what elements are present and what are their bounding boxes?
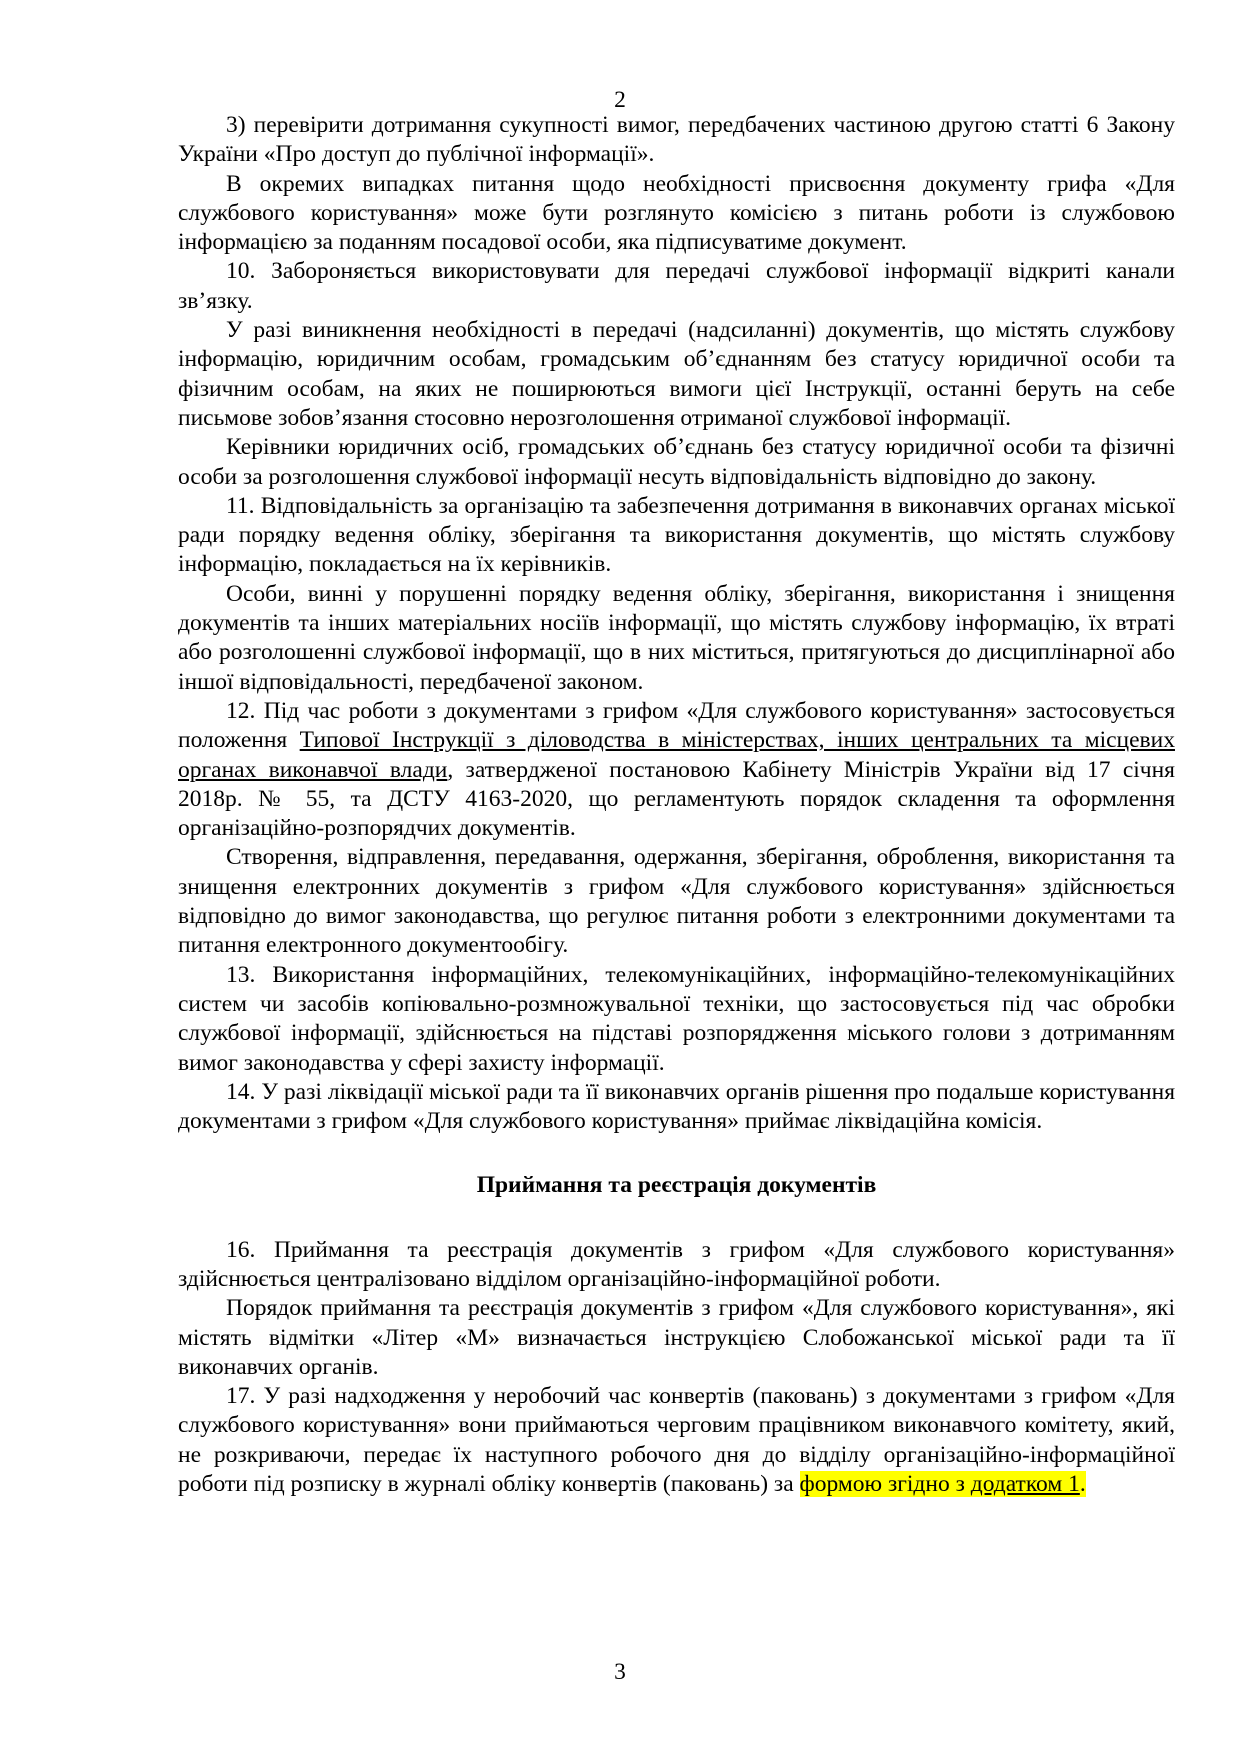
appendix-1-link[interactable]: додатком 1 [970,1471,1080,1498]
paragraph-12-text-end: , затвердженої постановою Кабінету Міністрів України від 17 січня 2018р. № 55, та ДСТУ 4163-2020, що регламентують порядок складення та оформлення організаційно-розпорядчих документів. [178,756,1175,842]
paragraph-17-text: 17. У разі надходження у неробочий час конвертів (паковань) з документами з грифом «Для службового користування» вони приймаються черговим працівником виконавчого комітету, який, не розкриваючи, передає їх наступного робочого дня до відділу організаційно-інформаційної роботи під розписку в журналі обліку конвертів (паковань) за [178,1383,1175,1498]
highlighted-form-end: . [1079,1471,1086,1498]
paragraph-electronic-documents: Створення, відправлення, передавання, одержання, зберігання, оброблення, використання та знищення електронних документів з грифом «Для службового користування» здійснюється відповідно до вимог законодавства, що регулює питання роботи з електронними документами та питання електронного документообігу. [178,844,1175,959]
paragraph-16: 16. Приймання та реєстрація документів з грифом «Для службового користування» здійснюється централізовано відділом організаційно-інформаційної роботи. [178,1236,1175,1292]
header-page-number: 2 [614,87,626,113]
paragraph-13: 13. Використання інформаційних, телекомунікаційних, інформаційно-телекомунікаційних систем чи засобів копіювально-розмножувальної техніки, що застосовується під час обробки службової інформації, здійснюється на підставі розпорядження міського голови з дотриманням вимог законодавства у сфері захисту інформації. [178,961,1175,1076]
paragraph-12 [178,697,1175,843]
paragraph-violations: Особи, винні у порушенні порядку ведення обліку, зберігання, використання і знищення документів та інших матеріальних носіїв інформації, що містять службову інформацію, їх втраті або розголошенні службової інформації, що в них міститься, притягуються до дисциплінарної або іншої відповідальності, передбаченої законом. [178,580,1175,695]
paragraph-17 [178,1382,1175,1499]
paragraph-reception-order: Порядок приймання та реєстрація документів з грифом «Для службового користування», які містять відмітки «Літер «М» визначається інструкцією Слобожанської міської ради та її виконавчих органів. [178,1295,1175,1380]
paragraph-liability: Керівники юридичних осіб, громадських об’єднань без статусу юридичної особи та фізичні особи за розголошення службової інформації несуть відповідальність відповідно до закону. [178,434,1175,490]
paragraph-commission-note: В окремих випадках питання щодо необхідності присвоєння документу грифа «Для службового користування» може бути розглянуто комісією з питань роботи із службовою інформацією за поданням посадової особи, яка підписуватиме документ. [178,170,1175,256]
paragraph-transfer-obligation: У разі виникнення необхідності в передачі (надсиланні) документів, що містять службову інформацію, юридичним особам, громадським об’єднанням без статусу юридичної особи та фізичним особам, на яких не поширюються вимоги цієї Інструкції, останні беруть на себе письмове зобов’язання стосовно нерозголошення отриманої службової інформації. [178,317,1175,431]
paragraph-11: 11. Відповідальність за організацію та забезпечення дотримання в виконавчих органах міської ради порядку ведення обліку, зберігання та використання документів, що містять службову інформацію, покладається на їх керівників. [178,492,1175,578]
paragraph-10: 10. Забороняється використовувати для передачі службової інформації відкриті канали зв’язку. [178,258,1175,314]
highlighted-form-text [800,1471,1086,1497]
typical-instruction-link[interactable]: Типової Інструкції з діловодства в міністерствах, інших центральних та місцевих органах виконавчої влади [178,727,1175,783]
paragraph-14: 14. У разі ліквідації міської ради та її виконавчих органів рішення про подальше користування документами з грифом «Для службового користування» приймає ліквідаційна комісія. [178,1078,1175,1135]
paragraph-12-text-start: 12. Під час роботи з документами з грифом «Для службового користування» застосовується положення [178,697,1175,754]
footer-page-number: 3 [614,1659,626,1685]
document-body [178,111,1175,1499]
section-heading: Приймання та реєстрація документів [476,1172,877,1199]
highlighted-form-label: формою згідно з [799,1471,971,1498]
paragraph-item-3: 3) перевірити дотримання сукупності вимог, передбачених частиною другою статті 6 Закону України «Про доступ до публічної інформації». [178,112,1175,168]
